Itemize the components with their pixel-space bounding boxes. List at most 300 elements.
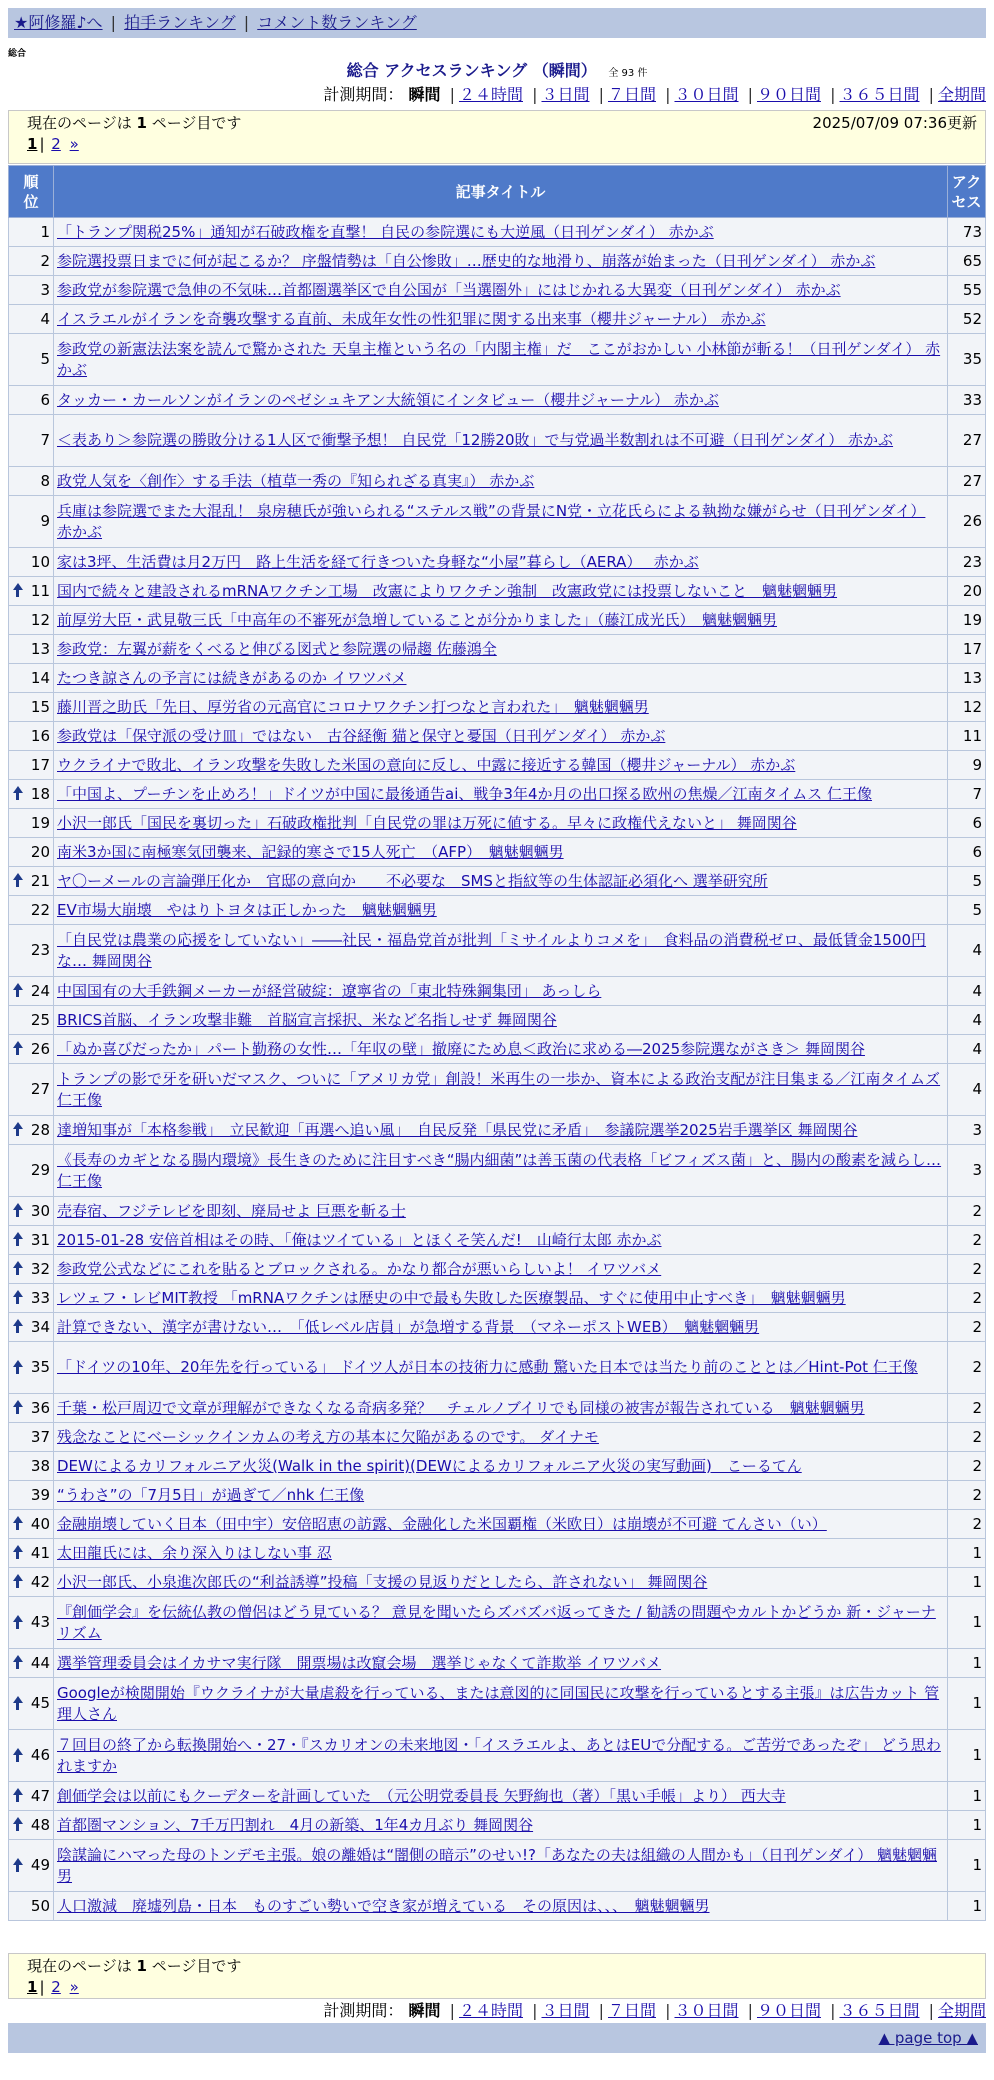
article-title-link[interactable]: 小沢一郎氏「国民を裏切った」石破政権批判「自民党の罪は万死に値する。早々に政権代えないと」 舞岡関谷 bbox=[57, 813, 797, 832]
article-title-link[interactable]: たつき諒さんの予言には続きがあるのか イワツバメ bbox=[57, 668, 407, 687]
rank-number: 41 bbox=[30, 1543, 50, 1562]
access-count: 1 bbox=[948, 1597, 986, 1649]
rank-cell bbox=[9, 925, 54, 977]
title-cell bbox=[54, 896, 948, 925]
access-count: 1 bbox=[948, 1840, 986, 1892]
access-count: 12 bbox=[948, 693, 986, 722]
period-separator: | bbox=[928, 85, 934, 104]
rank-cell bbox=[9, 1145, 54, 1197]
title-cell bbox=[54, 1481, 948, 1510]
rank-number: 14 bbox=[30, 668, 50, 687]
access-count: 2 bbox=[948, 1342, 986, 1394]
period-365d-link[interactable]: ３６５日間 bbox=[839, 85, 920, 104]
title-cell bbox=[54, 496, 948, 548]
title-cell bbox=[54, 780, 948, 809]
rank-number: 2 bbox=[40, 251, 50, 270]
page-2-link[interactable]: 2 bbox=[51, 135, 61, 153]
title-cell bbox=[54, 977, 948, 1006]
page-text-pre: 現在のページは bbox=[27, 114, 132, 132]
ranking-title: 総合 アクセスランキング （瞬間） bbox=[346, 61, 597, 80]
rank-cell bbox=[9, 1811, 54, 1840]
rank-cell bbox=[9, 1892, 54, 1921]
rank-number: 7 bbox=[40, 431, 50, 449]
rank-up-arrow-icon bbox=[12, 1516, 22, 1530]
rank-cell bbox=[9, 1394, 54, 1423]
access-count: 2 bbox=[948, 1481, 986, 1510]
access-count: 6 bbox=[948, 838, 986, 867]
table-row bbox=[9, 247, 986, 276]
article-title-link[interactable]: 「トランプ関税25%」通知が石破政権を直撃！ 自民の参院選にも大逆風（日刊ゲンダイ） 赤かぶ bbox=[57, 222, 714, 241]
article-title-link[interactable]: 参政党公式などにこれを貼るとブロックされる。かなり都合が悪いらしいよ！ イワツバメ bbox=[57, 1259, 662, 1278]
table-row bbox=[9, 218, 986, 247]
rank-cell bbox=[9, 751, 54, 780]
period-label: 計測期間： bbox=[323, 85, 404, 104]
table-row bbox=[9, 1226, 986, 1255]
rank-up-arrow-icon bbox=[12, 1788, 22, 1802]
access-count: 52 bbox=[948, 305, 986, 334]
comment-ranking-link[interactable]: コメント数ランキング bbox=[257, 13, 417, 32]
rank-number: 18 bbox=[30, 784, 50, 803]
title-cell bbox=[54, 693, 948, 722]
rank-number: 45 bbox=[30, 1694, 50, 1712]
article-title-link[interactable]: 《長寿のカギとなる腸内環境》長生きのために注目すべき“腸内細菌”は善玉菌の代表格「ビフィズス菌」と、腸内の酸素を減らし… 仁王像 bbox=[57, 1150, 942, 1190]
period-365d-link[interactable]: ３６５日間 bbox=[839, 2001, 920, 2020]
article-title-link[interactable]: 政党人気を〈創作〉する手法（植草一秀の『知られざる真実』） 赤かぶ bbox=[57, 471, 535, 490]
table-row bbox=[9, 977, 986, 1006]
rank-number: 5 bbox=[40, 350, 50, 368]
article-title-link[interactable]: 参政党が参院選で急伸の不気味…首都圏選挙区で自公国が「当選圏外」にはじかれる大異変（日刊ゲンダイ） 赤かぶ bbox=[57, 280, 841, 299]
title-cell bbox=[54, 1116, 948, 1145]
article-title-link[interactable]: トランプの影で牙を研いだマスク、ついに「アメリカ党」創設！米再生の一歩か、資本による政治支配が注目集まる／江南タイムズ 仁王像 bbox=[57, 1069, 941, 1109]
rank-number: 22 bbox=[30, 900, 50, 919]
period-separator: | bbox=[665, 2001, 671, 2020]
table-row bbox=[9, 1568, 986, 1597]
period-selector-top bbox=[323, 84, 986, 106]
page-number: 1 bbox=[136, 114, 147, 132]
col-access-label: アクセス bbox=[951, 172, 982, 211]
title-cell bbox=[54, 1730, 948, 1782]
rank-cell bbox=[9, 1678, 54, 1730]
footer-bar bbox=[8, 2023, 986, 2053]
table-row bbox=[9, 1597, 986, 1649]
table-row bbox=[9, 867, 986, 896]
period-24h-link[interactable]: ２４時間 bbox=[458, 85, 523, 104]
col-access-header bbox=[948, 166, 986, 218]
access-count: 1 bbox=[948, 1811, 986, 1840]
period-separator: | bbox=[532, 2001, 538, 2020]
table-row bbox=[9, 925, 986, 977]
title-cell bbox=[54, 1811, 948, 1840]
rank-number: 34 bbox=[30, 1317, 50, 1336]
article-title-link[interactable]: 参政党は「保守派の受け皿」ではない 古谷経衡 猫と保守と憂国（日刊ゲンダイ） 赤かぶ bbox=[57, 726, 666, 745]
table-row bbox=[9, 577, 986, 606]
rank-cell bbox=[9, 1539, 54, 1568]
period-separator: | bbox=[598, 85, 604, 104]
period-separator: | bbox=[747, 2001, 753, 2020]
rank-cell bbox=[9, 1197, 54, 1226]
table-row bbox=[9, 1840, 986, 1892]
rank-up-arrow-icon bbox=[12, 1696, 22, 1710]
title-cell bbox=[54, 1035, 948, 1064]
table-row bbox=[9, 1313, 986, 1342]
ranking-table bbox=[8, 165, 986, 1921]
rank-number: 21 bbox=[30, 871, 50, 890]
article-title-link[interactable]: 「ぬか喜びだったか」パート勤務の女性…「年収の壁」撤廃にため息＜政治に求める―2025参院選ながさき＞ 舞岡関谷 bbox=[57, 1039, 865, 1058]
period-all-link[interactable]: 全期間 bbox=[937, 85, 986, 104]
article-title-link[interactable]: 達増知事が「本格参戦」 立民歓迎「再選へ追い風」 自民反発「県民党に矛盾」 参議院選挙2025岩手選挙区 舞岡関谷 bbox=[57, 1120, 858, 1139]
table-row bbox=[9, 386, 986, 415]
col-rank-header bbox=[9, 166, 54, 218]
rank-up-arrow-icon bbox=[12, 1400, 22, 1414]
rank-number: 38 bbox=[30, 1456, 50, 1475]
article-title-link[interactable]: 参政党の新憲法法案を読んで驚かされた 天皇主権という名の「内閣主権」だ ここがおかしい 小林節が斬る！（日刊ゲンダイ） 赤かぶ bbox=[57, 339, 941, 379]
article-title-link[interactable]: 創価学会は以前にもクーデターを計画していた （元公明党委員長 矢野絢也（著）「黒い手帳」より） 西大寺 bbox=[57, 1786, 786, 1805]
article-title-link[interactable]: 首都圏マンション、7千万円割れ 4月の新築、1年4カ月ぶり 舞岡関谷 bbox=[57, 1815, 534, 1834]
article-title-link[interactable]: DEWによるカリフォルニア火災(Walk in the spirit)(DEWによるカリフォルニア火災の実写動画) こーるてん bbox=[57, 1456, 802, 1475]
article-title-link[interactable]: レツェフ・レビMIT教授 「mRNAワクチンは歴史の中で最も失敗した医療製品、すぐに使用中止すべき」 魑魅魍魎男 bbox=[57, 1288, 846, 1307]
title-cell bbox=[54, 1649, 948, 1678]
home-link[interactable]: ★阿修羅♪へ bbox=[14, 13, 103, 32]
table-row bbox=[9, 1116, 986, 1145]
article-title-link[interactable]: 中国国有の大手鉄鋼メーカーが経営破綻：遼寧省の「東北特殊鋼集団」 あっしら bbox=[57, 981, 602, 1000]
table-row bbox=[9, 467, 986, 496]
rank-number: 49 bbox=[30, 1856, 50, 1874]
rank-cell bbox=[9, 1452, 54, 1481]
period-30d-link[interactable]: ３０日間 bbox=[674, 2001, 739, 2020]
rank-cell bbox=[9, 1064, 54, 1116]
rank-up-arrow-icon bbox=[12, 1319, 22, 1333]
rank-up-arrow-icon bbox=[12, 1748, 22, 1762]
updated-timestamp: 2025/07/09 07:36更新 bbox=[812, 114, 977, 132]
article-title-link[interactable]: ヤ〇ーメールの言論弾圧化か 官邸の意向か 不必要な SMSと指紋等の生体認証必須化へ 選挙研究所 bbox=[57, 871, 768, 890]
article-title-link[interactable]: 2015-01-28 安倍首相はその時、「俺はツイている」とほくそ笑んだ! 山崎行太郎 赤かぶ bbox=[57, 1230, 662, 1249]
category-tag: 総合 bbox=[8, 49, 27, 59]
page-top-link[interactable]: ▲ page top ▲ bbox=[878, 2029, 978, 2047]
rank-cell bbox=[9, 896, 54, 925]
rank-cell bbox=[9, 1840, 54, 1892]
article-title-link[interactable]: タッカー・カールソンがイランのペゼシュキアン大統領にインタビュー（櫻井ジャーナル） 赤かぶ bbox=[57, 390, 719, 409]
access-count: 65 bbox=[948, 247, 986, 276]
table-row bbox=[9, 809, 986, 838]
period-90d-link[interactable]: ９０日間 bbox=[756, 85, 821, 104]
table-row bbox=[9, 1782, 986, 1811]
period-separator: | bbox=[598, 2001, 604, 2020]
article-title-link[interactable]: 「ドイツの10年、20年先を行っている」 ドイツ人が日本の技術力に感動 驚いた日本では当たり前のこととは／Hint-Pot 仁王像 bbox=[57, 1358, 918, 1376]
rank-number: 24 bbox=[30, 981, 50, 1000]
period-all-link[interactable]: 全期間 bbox=[937, 2001, 986, 2020]
rank-number: 33 bbox=[30, 1288, 50, 1307]
title-cell bbox=[54, 809, 948, 838]
rank-up-arrow-icon bbox=[12, 1817, 22, 1831]
article-title-link[interactable]: 参院選投票日までに何が起こるか？ 序盤情勢は「自公惨敗」…歴史的な地滑り、崩落が始まった（日刊ゲンダイ） 赤かぶ bbox=[57, 251, 876, 270]
rank-number: 10 bbox=[30, 552, 50, 571]
title-cell bbox=[54, 1423, 948, 1452]
article-title-link[interactable]: イスラエルがイランを奇襲攻撃する直前、未成年女性の性犯罪に関する出来事（櫻井ジャーナル） 赤かぶ bbox=[57, 309, 766, 328]
table-row bbox=[9, 1678, 986, 1730]
page-separator: | bbox=[39, 135, 45, 153]
period-separator: | bbox=[449, 2001, 455, 2020]
title-cell bbox=[54, 1226, 948, 1255]
title-cell bbox=[54, 838, 948, 867]
period-7d-link[interactable]: ７日間 bbox=[607, 85, 656, 104]
access-count: 1 bbox=[948, 1730, 986, 1782]
article-title-link[interactable]: 兵庫は参院選でまた大混乱！ 泉房穂氏が強いられる“ステルス戦”の背景にN党・立花氏らによる執拗な嫌がらせ（日刊ゲンダイ） 赤かぶ bbox=[57, 501, 926, 541]
page-1-current: 1 bbox=[27, 135, 38, 153]
access-count: 7 bbox=[948, 780, 986, 809]
rank-cell bbox=[9, 1568, 54, 1597]
title-cell bbox=[54, 751, 948, 780]
article-title-link[interactable]: ７回目の終了から転換開始へ・27・『スカリオンの未来地図・「イスラエルよ、あとはEUで分配する。ご苦労であったぞ」 どう思われますか bbox=[57, 1735, 941, 1775]
access-count: 2 bbox=[948, 1423, 986, 1452]
article-title-link[interactable]: BRICS首脳、イラン攻撃非難 首脳宣言採択、米など名指しせず 舞岡関谷 bbox=[57, 1010, 557, 1029]
rank-cell bbox=[9, 1597, 54, 1649]
article-title-link[interactable]: ウクライナで敗北、イラン攻撃を失敗した米国の意向に反し、中露に接近する韓国（櫻井ジャーナル） 赤かぶ bbox=[57, 755, 796, 774]
article-title-link[interactable]: 金融崩壊していく日本（田中宇）安倍昭恵の訪露、金融化した米国覇権（米欧日）は崩壊が不可避 てんさい（い） bbox=[57, 1514, 827, 1533]
page-text-post: ページ目です bbox=[151, 1957, 242, 1975]
rank-number: 17 bbox=[30, 755, 50, 774]
title-cell bbox=[54, 1255, 948, 1284]
access-count: 2 bbox=[948, 1313, 986, 1342]
article-title-link[interactable]: 計算できない、漢字が書けない… 「低レベル店員」が急増する背景 （マネーポストWEB） 魑魅魍魎男 bbox=[57, 1317, 760, 1336]
title-cell bbox=[54, 1064, 948, 1116]
article-title-link[interactable]: 千葉・松戸周辺で文章が理解ができなくなる奇病多発？ チェルノブイリでも同様の被害が報告されている 魑魅魍魎男 bbox=[57, 1398, 865, 1417]
table-row bbox=[9, 635, 986, 664]
page-separator: | bbox=[39, 1978, 45, 1996]
title-cell bbox=[54, 867, 948, 896]
access-count: 3 bbox=[948, 1145, 986, 1197]
rank-cell bbox=[9, 1342, 54, 1394]
table-row bbox=[9, 334, 986, 386]
title-cell bbox=[54, 334, 948, 386]
access-count: 1 bbox=[948, 1782, 986, 1811]
page-text-pre: 現在のページは bbox=[27, 1957, 132, 1975]
rank-number: 23 bbox=[30, 941, 50, 959]
rank-number: 32 bbox=[30, 1259, 50, 1278]
table-row bbox=[9, 548, 986, 577]
rank-cell bbox=[9, 548, 54, 577]
article-title-link[interactable]: 人口激減 廃墟列島・日本 ものすごい勢いで空き家が増えている その原因は、、、 魑魅魍魎男 bbox=[57, 1896, 710, 1915]
access-count: 2 bbox=[948, 1452, 986, 1481]
article-title-link[interactable]: 残念なことにベーシックインカムの考え方の基本に欠陥があるのです。 ダイナモ bbox=[57, 1427, 599, 1446]
period-3d-link[interactable]: ３日間 bbox=[541, 2001, 590, 2020]
table-row bbox=[9, 664, 986, 693]
access-count: 1 bbox=[948, 1678, 986, 1730]
item-count: 全 93 件 bbox=[608, 68, 648, 79]
period-separator: | bbox=[830, 2001, 836, 2020]
article-title-link[interactable]: 前厚労大臣・武見敬三氏「中高年の不審死が急増していることが分かりました」（藤江成光氏） 魑魅魍魎男 bbox=[57, 610, 778, 629]
rank-cell bbox=[9, 1226, 54, 1255]
next-page-link[interactable]: » bbox=[69, 1978, 79, 1996]
table-row bbox=[9, 1481, 986, 1510]
title-cell bbox=[54, 1597, 948, 1649]
col-rank-label: 順位 bbox=[23, 172, 39, 211]
access-count: 27 bbox=[948, 415, 986, 467]
article-title-link[interactable]: 南米3か国に南極寒気団襲来、記録的寒さで15人死亡 （AFP） 魑魅魍魎男 bbox=[57, 842, 564, 861]
rank-number: 47 bbox=[30, 1786, 50, 1805]
rank-number: 28 bbox=[30, 1120, 50, 1139]
nav-separator: | bbox=[110, 13, 117, 32]
title-cell bbox=[54, 467, 948, 496]
title-cell bbox=[54, 1284, 948, 1313]
title-cell bbox=[54, 1145, 948, 1197]
title-cell bbox=[54, 305, 948, 334]
table-row bbox=[9, 838, 986, 867]
article-title-link[interactable]: 国内で続々と建設されるmRNAワクチン工場 改憲によりワクチン強制 改憲政党には投票しないこと 魑魅魍魎男 bbox=[57, 581, 838, 600]
table-row bbox=[9, 751, 986, 780]
article-title-link[interactable]: 参政党：左翼が薪をくべると伸びる図式と参院選の帰趨 佐藤鴻全 bbox=[57, 639, 497, 658]
rank-number: 16 bbox=[30, 726, 50, 745]
page-title bbox=[0, 60, 994, 85]
table-row bbox=[9, 606, 986, 635]
title-cell bbox=[54, 722, 948, 751]
title-cell bbox=[54, 1006, 948, 1035]
access-count: 27 bbox=[948, 467, 986, 496]
rank-up-arrow-icon bbox=[12, 1290, 22, 1304]
table-row bbox=[9, 1892, 986, 1921]
table-row bbox=[9, 1394, 986, 1423]
col-title-header: 記事タイトル bbox=[54, 166, 948, 218]
table-row bbox=[9, 415, 986, 467]
period-30d-link[interactable]: ３０日間 bbox=[674, 85, 739, 104]
period-separator: | bbox=[449, 85, 455, 104]
article-title-link[interactable]: 家は3坪、生活費は月2万円 路上生活を経て行きついた身軽な“小屋”暮らし（AERA） 赤かぶ bbox=[57, 552, 699, 571]
current-page-text bbox=[27, 1956, 975, 1977]
rank-cell bbox=[9, 386, 54, 415]
rank-cell bbox=[9, 1255, 54, 1284]
article-title-link[interactable]: EV市場大崩壊 やはりトヨタは正しかった 魑魅魍魎男 bbox=[57, 900, 437, 919]
page-1-current: 1 bbox=[27, 1978, 38, 1996]
access-count: 2 bbox=[948, 1284, 986, 1313]
period-24h-link[interactable]: ２４時間 bbox=[458, 2001, 523, 2020]
rank-number: 11 bbox=[30, 581, 50, 600]
article-title-link[interactable]: 陰謀論にハマった母のトンデモ主張。娘の離婚は“闇側の暗示”のせい!?「あなたの夫は組織の人間かも」（日刊ゲンダイ） 魑魅魍魎男 bbox=[57, 1845, 937, 1885]
rank-number: 4 bbox=[40, 309, 50, 328]
title-cell bbox=[54, 1394, 948, 1423]
table-row bbox=[9, 1035, 986, 1064]
access-count: 3 bbox=[948, 1116, 986, 1145]
rank-cell bbox=[9, 1481, 54, 1510]
period-3d-link[interactable]: ３日間 bbox=[541, 85, 590, 104]
period-selector-bottom bbox=[323, 2000, 986, 2022]
title-cell bbox=[54, 1452, 948, 1481]
rank-up-arrow-icon bbox=[12, 873, 22, 887]
table-row bbox=[9, 896, 986, 925]
article-title-link[interactable]: 選挙管理委員会はイカサマ実行隊 開票場は改竄会場 選挙じゃなくて詐欺举 イワツバメ bbox=[57, 1653, 662, 1672]
access-count: 4 bbox=[948, 1064, 986, 1116]
access-count: 13 bbox=[948, 664, 986, 693]
period-7d-link[interactable]: ７日間 bbox=[607, 2001, 656, 2020]
rank-cell bbox=[9, 305, 54, 334]
next-page-link[interactable]: » bbox=[69, 135, 79, 153]
article-title-link[interactable]: 太田龍氏には、余り深入りはしない事 忍 bbox=[57, 1543, 332, 1562]
rank-number: 36 bbox=[30, 1398, 50, 1417]
rank-cell bbox=[9, 1006, 54, 1035]
title-cell bbox=[54, 415, 948, 467]
article-title-link[interactable]: 「自民党は農業の応援をしていない」――社民・福島党首が批判「ミサイルよりコメを」 食料品の消費税ゼロ、最低賃金1500円な… 舞岡関谷 bbox=[57, 930, 927, 970]
rank-cell bbox=[9, 977, 54, 1006]
table-row bbox=[9, 1811, 986, 1840]
period-90d-link[interactable]: ９０日間 bbox=[756, 2001, 821, 2020]
rank-up-arrow-icon bbox=[12, 1858, 22, 1872]
rank-number: 44 bbox=[30, 1653, 50, 1672]
table-row bbox=[9, 1064, 986, 1116]
article-title-link[interactable]: 『創価学会』を伝統仏教の僧侶はどう見ている？ 意見を聞いたらズバズバ返ってきた / 勧誘の問題やカルトかどうか 新・ジャーナリズム bbox=[57, 1602, 936, 1642]
article-title-link[interactable]: 藤川晋之助氏「先日、厚労省の元高官にコロナワクチン打つなと言われた」 魑魅魍魎男 bbox=[57, 697, 649, 716]
rank-cell bbox=[9, 1116, 54, 1145]
article-title-link[interactable]: 「中国よ、プーチンを止めろ！」ドイツが中国に最後通告ai、戦争3年4か月の出口探る欧州の焦燥／江南タイムス 仁王像 bbox=[57, 784, 872, 803]
rank-number: 27 bbox=[30, 1080, 50, 1098]
article-title-link[interactable]: 売春宿、フジテレビを即刻、廃局せよ 巨悪を斬る士 bbox=[57, 1201, 406, 1220]
rank-cell bbox=[9, 496, 54, 548]
rank-cell bbox=[9, 1649, 54, 1678]
rank-cell bbox=[9, 1730, 54, 1782]
table-row bbox=[9, 722, 986, 751]
access-count: 2 bbox=[948, 1255, 986, 1284]
rank-up-arrow-icon bbox=[12, 1545, 22, 1559]
rank-number: 6 bbox=[40, 390, 50, 409]
rank-cell bbox=[9, 1510, 54, 1539]
rank-cell bbox=[9, 1035, 54, 1064]
table-row bbox=[9, 276, 986, 305]
rank-cell bbox=[9, 838, 54, 867]
title-cell bbox=[54, 1678, 948, 1730]
period-label: 計測期間： bbox=[323, 2001, 404, 2020]
title-cell bbox=[54, 548, 948, 577]
table-row bbox=[9, 693, 986, 722]
rank-number: 26 bbox=[30, 1039, 50, 1058]
table-row bbox=[9, 1284, 986, 1313]
page-2-link[interactable]: 2 bbox=[51, 1978, 61, 1996]
rank-number: 1 bbox=[40, 222, 50, 241]
article-title-link[interactable]: “うわさ”の「7月5日」が過ぎて／nhk 仁王像 bbox=[57, 1485, 365, 1504]
access-count: 73 bbox=[948, 218, 986, 247]
rank-cell bbox=[9, 218, 54, 247]
rank-number: 12 bbox=[30, 610, 50, 629]
rank-up-arrow-icon bbox=[12, 583, 22, 597]
period-separator: | bbox=[928, 2001, 934, 2020]
rank-number: 50 bbox=[30, 1896, 50, 1915]
rank-cell bbox=[9, 606, 54, 635]
page-text-post: ページ目です bbox=[151, 114, 242, 132]
access-count: 11 bbox=[948, 722, 986, 751]
article-title-link[interactable]: Googleが検閲開始『ウクライナが大量虐殺を行っている、または意図的に同国民に攻撃を行っているとする主張』は広告カット 管理人さん bbox=[57, 1683, 940, 1723]
rank-number: 46 bbox=[30, 1746, 50, 1764]
access-count: 23 bbox=[948, 548, 986, 577]
title-cell bbox=[54, 635, 948, 664]
access-count: 4 bbox=[948, 1035, 986, 1064]
rank-up-arrow-icon bbox=[12, 1574, 22, 1588]
access-count: 6 bbox=[948, 809, 986, 838]
access-count: 4 bbox=[948, 1006, 986, 1035]
clap-ranking-link[interactable]: 拍手ランキング bbox=[124, 13, 236, 32]
period-separator: | bbox=[747, 85, 753, 104]
title-cell bbox=[54, 577, 948, 606]
rank-up-arrow-icon bbox=[12, 1615, 22, 1629]
access-count: 1 bbox=[948, 1892, 986, 1921]
table-row bbox=[9, 1452, 986, 1481]
access-count: 9 bbox=[948, 751, 986, 780]
rank-cell bbox=[9, 467, 54, 496]
rank-up-arrow-icon bbox=[12, 1232, 22, 1246]
title-cell bbox=[54, 664, 948, 693]
period-current: 瞬間 bbox=[408, 85, 441, 104]
access-count: 35 bbox=[948, 334, 986, 386]
article-title-link[interactable]: ＜表あり＞参院選の勝敗分ける1人区で衝撃予想！ 自民党「12勝20敗」で与党過半数割れは不可避（日刊ゲンダイ） 赤かぶ bbox=[57, 431, 894, 449]
access-count: 5 bbox=[948, 896, 986, 925]
rank-cell bbox=[9, 722, 54, 751]
article-title-link[interactable]: 小沢一郎氏、小泉進次郎氏の“利益誘導”投稿「支援の見返りだとしたら、許されない」 舞岡関谷 bbox=[57, 1572, 708, 1591]
access-count: 2 bbox=[948, 1226, 986, 1255]
